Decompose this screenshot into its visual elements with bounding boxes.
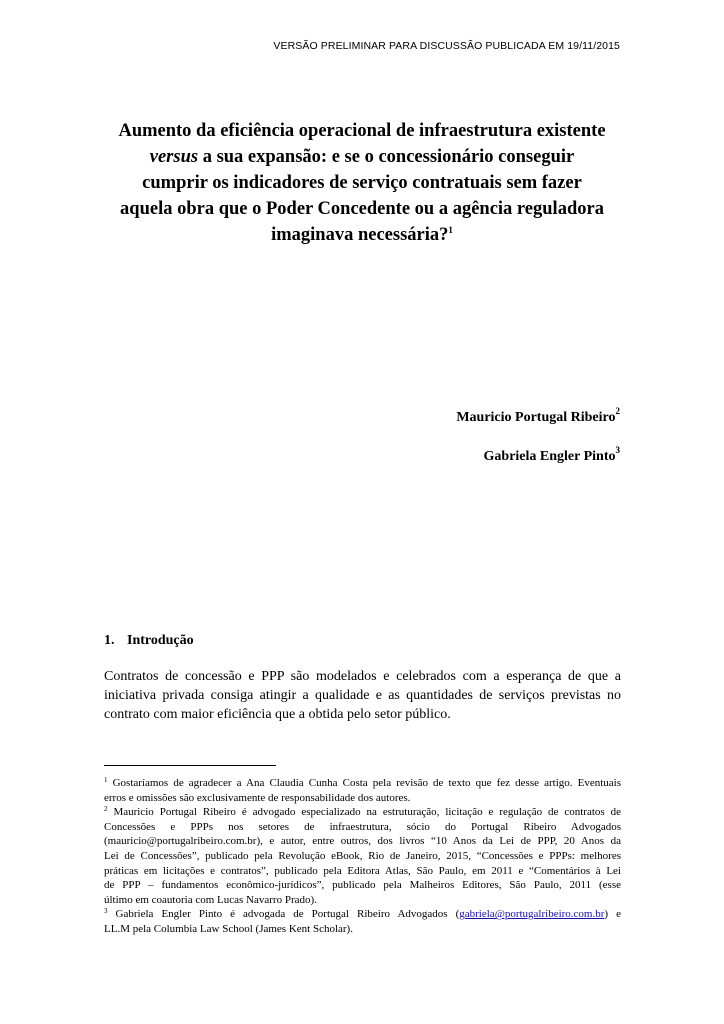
footnote-text: Gabriela Engler Pinto é advogada de Portugal Ribeiro Advogados ( <box>107 908 460 921</box>
title-line-4: aquela obra que o Poder Concedente ou a agência reguladora <box>120 199 604 219</box>
document-title <box>92 118 632 248</box>
footnote-line: LL.M pela Columbia Law School (James Kent Scholar). <box>104 922 353 935</box>
author-1-footnote-ref[interactable]: 2 <box>615 406 620 416</box>
author-2 <box>456 447 620 467</box>
intro-paragraph <box>104 667 621 724</box>
footnote-line: último em coautoria com Lucas Navarro Prado). <box>104 893 317 906</box>
title-footnote-ref[interactable]: 1 <box>448 225 453 235</box>
footnote-1 <box>104 776 621 805</box>
footnote-marker: 1 <box>104 776 108 784</box>
footnote-2 <box>104 805 621 907</box>
paragraph-line-1: Contratos de concessão e PPP são modelados e celebrados com a esperança de que a <box>104 669 621 684</box>
footnote-line: de PPP – fundamentos econômico-jurídicos”, publicado pela Malheiros Editores, São Paulo, 2011 (esse <box>104 879 621 892</box>
footnote-line: erros e omissões são exclusivamente de responsabilidade dos autores. <box>104 791 411 804</box>
section-title: Introdução <box>127 633 194 648</box>
footnote-line: práticas em licitações e contratos”, publicado pela Editora Atlas, São Paulo, em 2011 e “Comentários à Lei <box>104 864 621 877</box>
running-header: VERSÃO PRELIMINAR PARA DISCUSSÃO PUBLICADA EM 19/11/2015 <box>273 40 620 52</box>
footnote-separator <box>104 765 276 766</box>
footnotes <box>104 776 621 937</box>
title-line-2-rest: a sua expansão: e se o concessionário conseguir <box>198 147 575 167</box>
footnote-line: (mauricio@portugalribeiro.com.br), e autor, entre outros, dos livros “10 Anos da Lei de PPP, 20 Anos da <box>104 835 621 848</box>
paragraph-line-3: contrato com maior eficiência que a obtida pelo setor público. <box>104 707 451 722</box>
title-line-5 <box>92 222 632 248</box>
title-line-3: cumprir os indicadores de serviço contratuais sem fazer <box>142 173 582 193</box>
title-line-5-text: imaginava necessária? <box>271 225 449 245</box>
author-1 <box>456 408 620 428</box>
title-line-1: Aumento da eficiência operacional de infraestrutura existente <box>118 121 606 141</box>
author-list <box>456 408 620 467</box>
footnote-text: Gostaríamos de agradecer a Ana Claudia Cunha Costa pela revisão de texto que fez desse artigo. Eventuais <box>107 777 621 789</box>
footnote-line <box>104 907 621 922</box>
paragraph-line-2: iniciativa privada consiga atingir a qualidade e as quantidades de serviços previstas no <box>104 688 621 703</box>
footnote-marker: 3 <box>104 907 108 916</box>
title-line-2 <box>92 144 632 170</box>
section-number: 1. <box>104 633 115 648</box>
section-heading <box>104 633 194 649</box>
footnote-line: Lei de Concessões”, publicado pela Revolução eBook, Rio de Janeiro, 2015, “Concessões e PPPs: melhores <box>104 849 621 862</box>
author-1-name: Mauricio Portugal Ribeiro <box>456 410 616 425</box>
title-italic-word: versus <box>149 147 199 167</box>
email-link[interactable]: gabriela@portugalribeiro.com.br <box>459 908 605 921</box>
footnote-marker: 2 <box>104 805 108 814</box>
author-2-footnote-ref[interactable]: 3 <box>615 445 620 455</box>
footnote-3 <box>104 907 621 936</box>
footnote-line <box>104 805 621 820</box>
author-2-name: Gabriela Engler Pinto <box>483 449 616 464</box>
footnote-text: Mauricio Portugal Ribeiro é advogado especializado na estruturação, licitação e regulação de contratos de <box>107 806 621 819</box>
footnote-line <box>104 776 621 791</box>
footnote-text-after: ) e <box>604 908 622 921</box>
footnote-line: Concessões e PPPs nos setores de infraestrutura, sócio do Portugal Ribeiro Advogados <box>104 820 621 833</box>
